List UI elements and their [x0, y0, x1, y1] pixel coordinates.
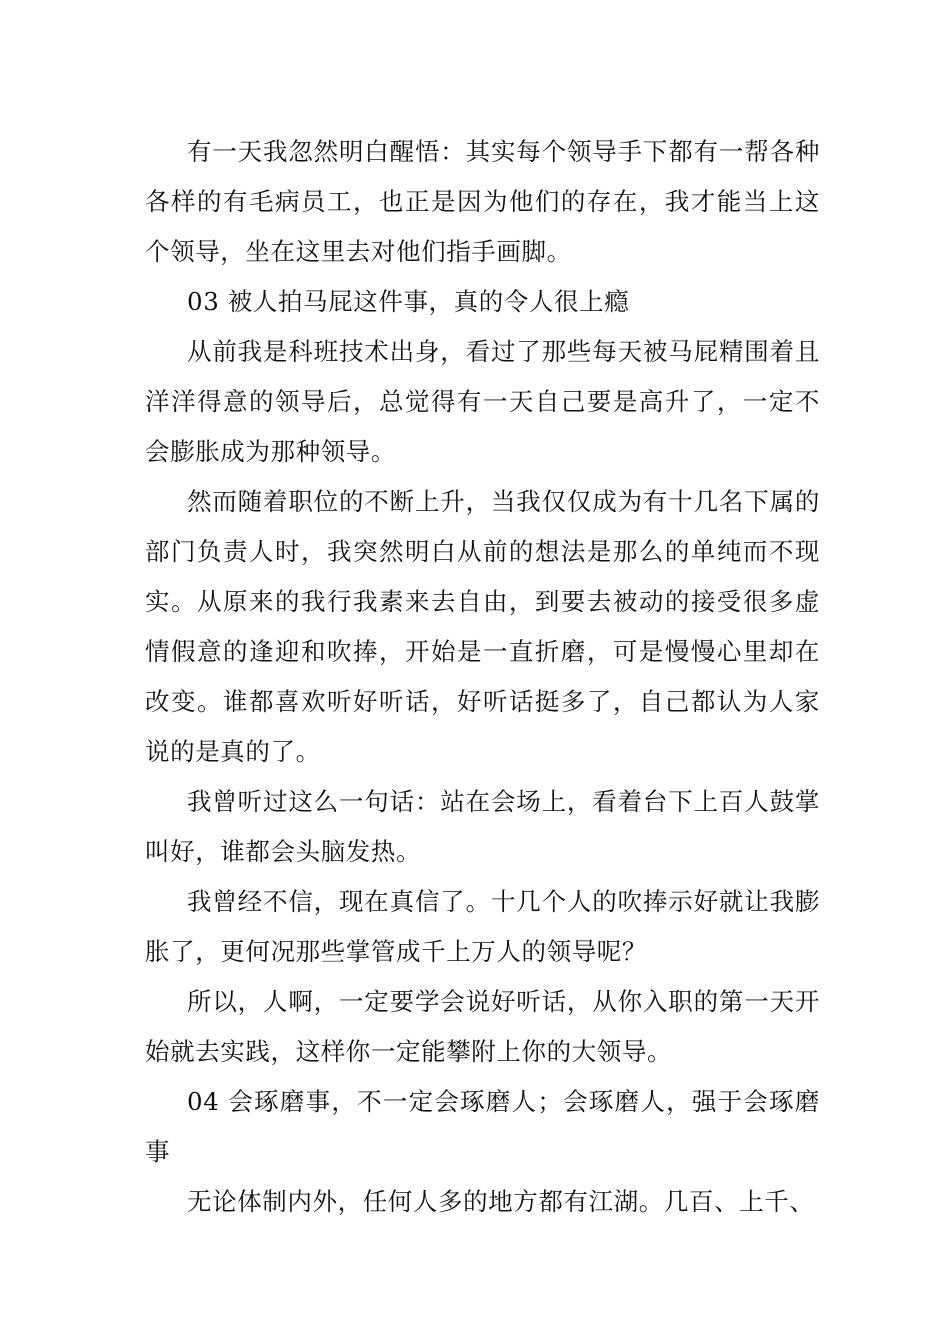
paragraph-technical-background: 从前我是科班技术出身，看过了那些每天被马屁精围着且洋洋得意的领导后，总觉得有一天自己要是高升了，一定不会膨胀成为那种领导。 [145, 337, 820, 466]
paragraph-advice: 所以，人啊，一定要学会说好听话，从你入职的第一天开始就去实践，这样你一定能攀附上你的大领导。 [145, 987, 820, 1066]
paragraph-promotion: 然而随着职位的不断上升，当我仅仅成为有十几名下属的部门负责人时，我突然明白从前的想法是那么的单纯而不现实。从原来的我行我素来去自由，到要去被动的接受很多虚情假意的逢迎和吹捧，开始是一直折磨，可是慢慢心里却在改变。谁都喜欢听好听话，好听话挺多了，自己都认为人家说的是真的了。 [145, 487, 820, 766]
document-body [145, 127, 820, 1227]
paragraph-jianghu: 无论体制内外，任何人多的地方都有江湖。几百、上千、 [187, 1187, 815, 1216]
paragraph-quote: 我曾听过这么一句话：站在会场上，看着台下上百人鼓掌叫好，谁都会头脑发热。 [145, 787, 820, 866]
paragraph-epiphany: 有一天我忽然明白醒悟：其实每个领导手下都有一帮各种各样的有毛病员工，也正是因为他们的存在，我才能当上这个领导，坐在这里去对他们指手画脚。 [145, 137, 820, 266]
paragraph-belief: 我曾经不信，现在真信了。十几个人的吹捧示好就让我膨胀了，更何况那些掌管成千上万人的领导呢？ [145, 887, 820, 966]
section-heading-04: 04 会琢磨事，不一定会琢磨人；会琢磨人，强于会琢磨事 [145, 1087, 820, 1166]
section-heading-03: 03 被人拍马屁这件事，真的令人很上瘾 [187, 287, 630, 316]
